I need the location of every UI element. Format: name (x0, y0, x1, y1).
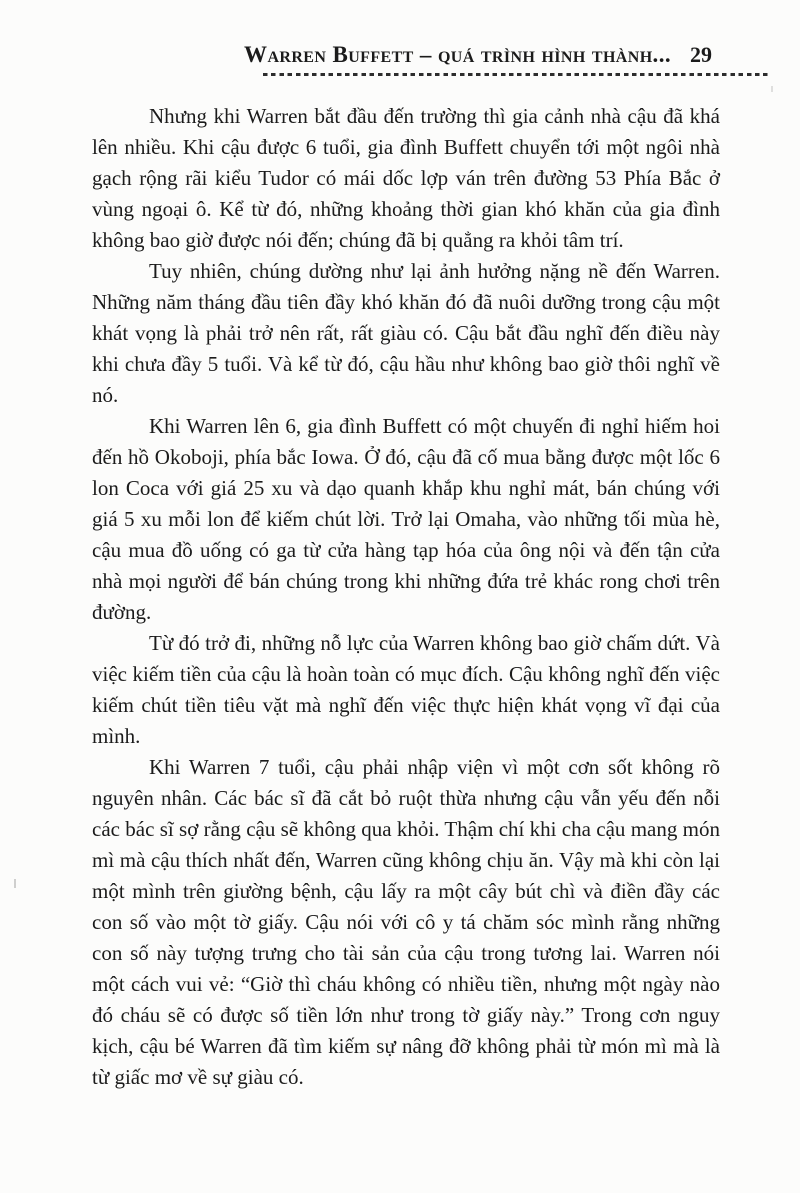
page-number: 29 (690, 42, 712, 67)
scan-artifact (771, 86, 773, 92)
body-paragraph: Tuy nhiên, chúng dường như lại ảnh hưởng nặng nề đến Warren. Những năm tháng đầu tiên đầy khó khăn đó đã nuôi dưỡng trong cậu một khát vọng là phải trở nên rất, rất giàu có. Cậu bắt đầu nghĩ đến điều này khi chưa đầy 5 tuổi. Và kể từ đó, cậu hầu như không bao giờ thôi nghĩ về nó. (92, 259, 720, 407)
running-header-title: Warren Buffett – quá trình hình thành... (244, 42, 671, 67)
body-paragraph: Khi Warren lên 6, gia đình Buffett có một chuyến đi nghỉ hiếm hoi đến hồ Okoboji, phía bắc Iowa. Ở đó, cậu đã cố mua bằng được một lốc 6 lon Coca với giá 25 xu và dạo quanh khắp khu nghỉ mát, bán chúng với giá 5 xu mỗi lon để kiếm chút lời. Trở lại Omaha, vào những tối mùa hè, cậu mua đồ uống có ga từ cửa hàng tạp hóa của ông nội và đến tận cửa nhà mọi người để bán chúng trong khi những đứa trẻ khác rong chơi trên đường. (92, 414, 720, 624)
header-dotted-rule (263, 73, 771, 76)
running-header (244, 42, 712, 68)
body-paragraph: Nhưng khi Warren bắt đầu đến trường thì gia cảnh nhà cậu đã khá lên nhiều. Khi cậu được 6 tuổi, gia đình Buffett chuyển tới một ngôi nhà gạch rộng rãi kiểu Tudor có mái dốc lợp ván trên đường 53 Phía Bắc ở vùng ngoại ô. Kể từ đó, những khoảng thời gian khó khăn của gia đình không bao giờ được nói đến; chúng đã bị quẳng ra khỏi tâm trí. (92, 104, 720, 252)
body-paragraph: Khi Warren 7 tuổi, cậu phải nhập viện vì một cơn sốt không rõ nguyên nhân. Các bác sĩ đã cắt bỏ ruột thừa nhưng cậu vẫn yếu đến nỗi các bác sĩ sợ rằng cậu sẽ không qua khỏi. Thậm chí khi cha cậu mang món mì mà cậu thích nhất đến, Warren cũng không chịu ăn. Vậy mà khi còn lại một mình trên giường bệnh, cậu lấy ra một cây bút chì và điền đầy các con số vào một tờ giấy. Cậu nói với cô y tá chăm sóc mình rằng những con số này tượng trưng cho tài sản của cậu trong tương lai. Warren nói một cách vui vẻ: “Giờ thì cháu không có nhiều tiền, nhưng một ngày nào đó cháu sẽ có được số tiền lớn như trong tờ giấy này.” Trong cơn nguy kịch, cậu bé Warren đã tìm kiếm sự nâng đỡ không phải từ món mì mà là từ giấc mơ về sự giàu có. (92, 755, 720, 1089)
scan-artifact (14, 879, 16, 888)
body-paragraph: Từ đó trở đi, những nỗ lực của Warren không bao giờ chấm dứt. Và việc kiếm tiền của cậu là hoàn toàn có mục đích. Cậu không nghĩ đến việc kiếm chút tiền tiêu vặt mà nghĩ đến việc thực hiện khát vọng vĩ đại của mình. (92, 631, 720, 748)
page-body (92, 101, 720, 1093)
